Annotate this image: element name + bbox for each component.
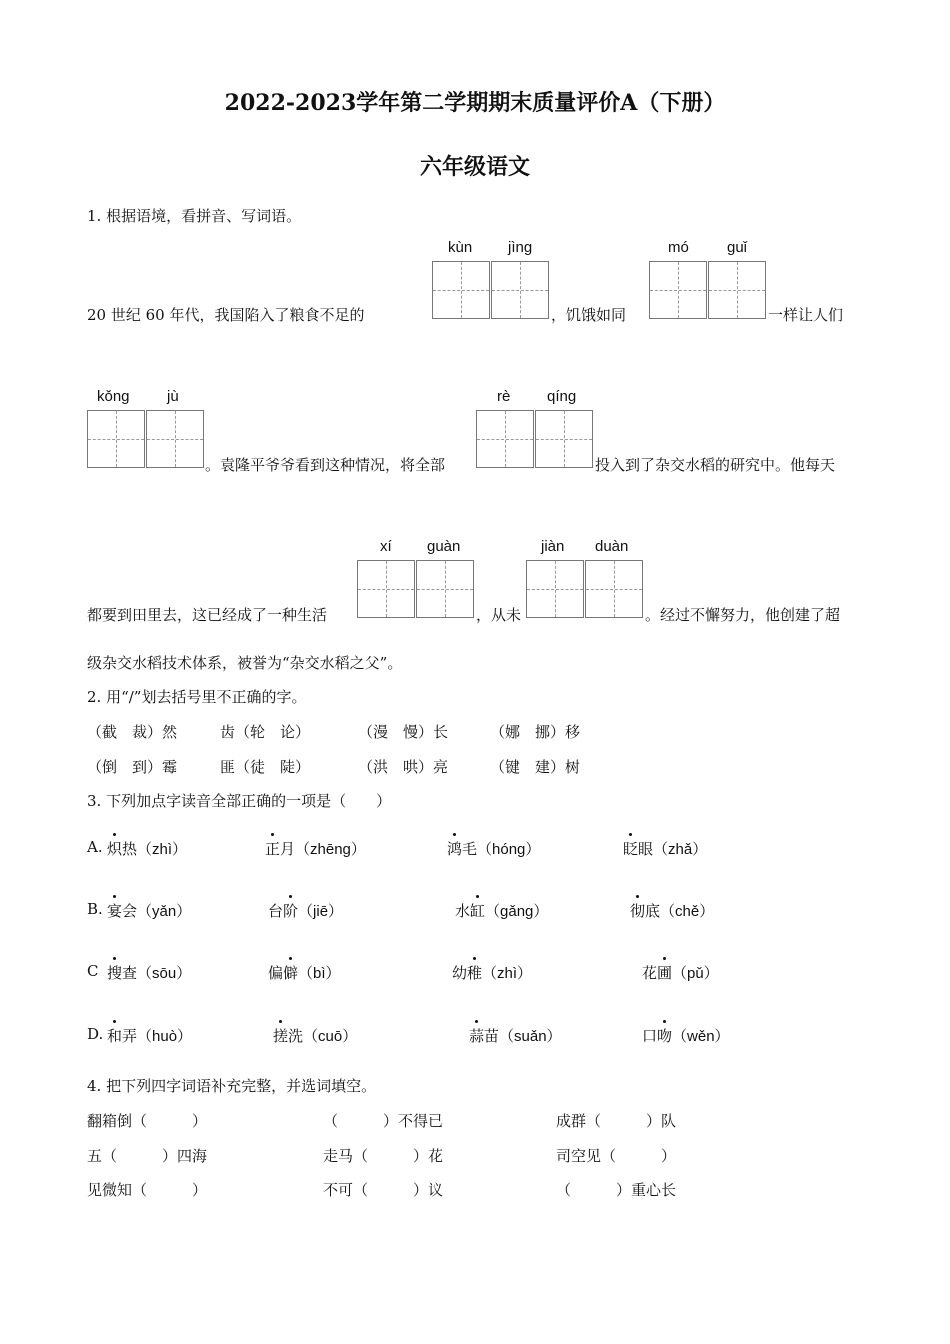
q2-prompt: 2. 用“/”划去括号里不正确的字。 (87, 688, 307, 706)
dotted-char: 炽 (107, 840, 123, 858)
pinyin-reading: （huò） (137, 1028, 193, 1045)
pinyin-qing: qíng (547, 388, 577, 405)
pinyin-kong: kǒng (97, 388, 130, 405)
dotted-char: 蒜 (469, 1027, 485, 1045)
q3-option-item: 幼稚（zhì） (452, 964, 533, 982)
dotted-char: 搜 (107, 964, 123, 982)
q3-option-label-d[interactable]: D. (87, 1025, 104, 1043)
pinyin-re: rè (497, 388, 511, 405)
pinyin-reading: （jiē） (298, 903, 344, 920)
pinyin-reading: （zhì） (137, 841, 188, 858)
dotted-char: 僻 (283, 964, 299, 982)
q3-option-item: 蒜苗（suǎn） (469, 1027, 562, 1045)
q3-option-item: 彻底（chě） (630, 902, 715, 920)
q4-idiom-blank[interactable]: 翻箱倒（ ） (87, 1112, 208, 1130)
pinyin-mo: mó (668, 239, 689, 256)
dotted-char: 圃 (657, 964, 673, 982)
dotted-char: 鸿 (447, 840, 463, 858)
answer-box-re[interactable] (476, 410, 534, 468)
page-title: 2022-2023学年第二学期期末质量评价A（下册） (224, 90, 726, 116)
dotted-char: 宴 (107, 902, 123, 920)
q3-option-item: 偏僻（bì） (268, 964, 341, 982)
q4-idiom-blank[interactable]: 不可（ ）议 (323, 1181, 444, 1199)
q3-option-item: 和弄（huò） (107, 1027, 193, 1045)
q1-line2-text-c: 投入到了杂交水稻的研究中。他每天 (595, 456, 836, 474)
answer-box-kun[interactable] (432, 261, 490, 319)
answer-box-xi[interactable] (357, 560, 415, 618)
q3-prompt: 3. 下列加点字读音全部正确的一项是（ ） (87, 792, 392, 810)
pinyin-reading: （wěn） (672, 1028, 730, 1045)
q1-line3-text-b: ，从未 (476, 606, 522, 624)
answer-box-ju[interactable] (146, 410, 204, 468)
q4-idiom-blank[interactable]: （ ）不得已 (323, 1112, 444, 1130)
q1-line1-text-a: 20 世纪 60 年代，我国陷入了粮食不足的 (87, 306, 365, 324)
pinyin-guan: guàn (427, 538, 461, 555)
answer-box-jing[interactable] (491, 261, 549, 319)
q4-idiom-blank[interactable]: 司空见（ ） (556, 1147, 677, 1165)
pinyin-reading: （yǎn） (137, 903, 192, 920)
pinyin-reading: （suǎn） (499, 1028, 562, 1045)
q4-idiom-blank[interactable]: （ ）重心长 (556, 1181, 677, 1199)
answer-box-qing[interactable] (535, 410, 593, 468)
q4-idiom-blank[interactable]: 见微知（ ） (87, 1181, 208, 1199)
pinyin-xi: xí (380, 538, 392, 555)
q3-option-item: 炽热（zhì） (107, 840, 188, 858)
q1-line2-text-b: 。袁隆平爷爷看到这种情况，将全部 (205, 456, 446, 474)
q3-option-item: 宴会（yǎn） (107, 902, 192, 920)
q2-item: 匪（徒 陡） (220, 758, 311, 776)
q2-item: 齿（轮 论） (220, 723, 311, 741)
pinyin-jing: jìng (508, 239, 533, 256)
answer-box-jian[interactable] (526, 560, 584, 618)
q1-line1-text-b: ，饥饿如同 (551, 306, 627, 324)
pinyin-ju: jù (167, 388, 179, 405)
q3-option-item: 台阶（jiē） (268, 902, 344, 920)
pinyin-duan: duàn (595, 538, 629, 555)
q1-line4-text: 级杂交水稻技术体系，被誉为“杂交水稻之父”。 (87, 654, 403, 672)
pinyin-reading: （zhǎ） (653, 841, 708, 858)
pinyin-reading: （cuō） (303, 1028, 358, 1045)
dotted-char: 彻 (630, 902, 646, 920)
dotted-char: 稚 (467, 964, 483, 982)
q1-line3-text-c: 。经过不懈努力，他创建了超 (645, 606, 841, 624)
answer-box-kong[interactable] (87, 410, 145, 468)
q2-item: （娜 挪）移 (490, 723, 581, 741)
q4-prompt: 4. 把下列四字词语补充完整，并选词填空。 (87, 1077, 377, 1095)
q2-item: （漫 慢）长 (358, 723, 449, 741)
dotted-char: 缸 (470, 902, 486, 920)
q2-item: （倒 到）霉 (87, 758, 178, 776)
q4-idiom-blank[interactable]: 成群（ ）队 (556, 1112, 677, 1130)
q3-option-item: 鸿毛（hóng） (447, 840, 541, 858)
q2-item: （洪 哄）亮 (358, 758, 449, 776)
dotted-char: 和 (107, 1027, 123, 1045)
page-subtitle: 六年级语文 (419, 154, 530, 180)
q3-option-label-a[interactable]: A. (87, 838, 103, 856)
q4-idiom-blank[interactable]: 走马（ ）花 (323, 1147, 444, 1165)
dotted-char: 吻 (657, 1027, 673, 1045)
q3-option-item: 水缸（gǎng） (455, 902, 549, 920)
q3-option-item: 正月（zhēng） (265, 840, 366, 858)
q4-idiom-blank[interactable]: 五（ ）四海 (87, 1147, 208, 1165)
q3-option-label-b[interactable]: B. (87, 900, 103, 918)
q1-line3-text-a: 都要到田里去，这已经成了一种生活 (87, 606, 328, 624)
answer-box-guan[interactable] (416, 560, 474, 618)
pinyin-kun: kùn (448, 239, 473, 256)
q3-option-item: 搜查（sōu） (107, 964, 192, 982)
pinyin-reading: （pǔ） (672, 965, 719, 982)
pinyin-reading: （hóng） (477, 841, 541, 858)
pinyin-reading: （sōu） (137, 965, 192, 982)
q1-line1-text-c: 一样让人们 (768, 306, 844, 324)
answer-box-gui[interactable] (708, 261, 766, 319)
q1-prompt: 1. 根据语境，看拼音、写词语。 (87, 207, 302, 225)
answer-box-duan[interactable] (585, 560, 643, 618)
pinyin-gui: guǐ (727, 239, 748, 256)
pinyin-reading: （bì） (298, 965, 341, 982)
pinyin-reading: （gǎng） (485, 903, 549, 920)
pinyin-reading: （zhēng） (295, 841, 366, 858)
q2-item: （键 建）树 (490, 758, 581, 776)
pinyin-reading: （zhì） (482, 965, 533, 982)
q3-option-label-c[interactable]: C (87, 962, 99, 980)
q3-option-item: 口吻（wěn） (642, 1027, 730, 1045)
pinyin-reading: （chě） (660, 903, 715, 920)
dotted-char: 正 (265, 840, 281, 858)
dotted-char: 阶 (283, 902, 299, 920)
q3-option-item: 眨眼（zhǎ） (623, 840, 708, 858)
pinyin-jian: jiàn (541, 538, 565, 555)
dotted-char: 搓 (273, 1027, 289, 1045)
dotted-char: 眨 (623, 840, 639, 858)
answer-box-mo[interactable] (649, 261, 707, 319)
q3-option-item: 搓洗（cuō） (273, 1027, 358, 1045)
q3-option-item: 花圃（pǔ） (642, 964, 719, 982)
q2-item: （截 裁）然 (87, 723, 178, 741)
